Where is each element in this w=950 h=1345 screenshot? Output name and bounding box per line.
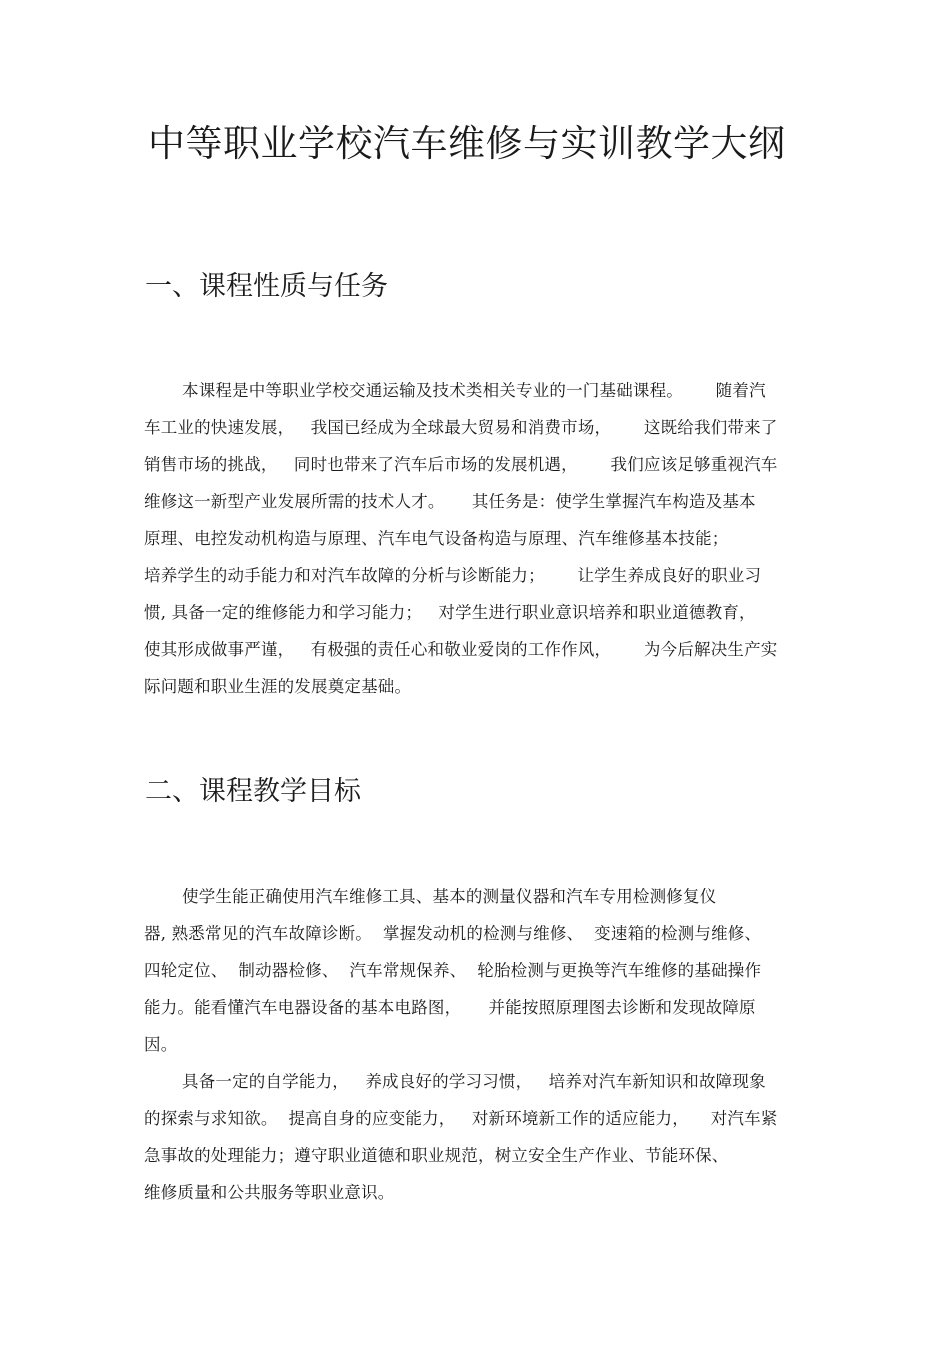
paragraph-line: 维修质量和公共服务等职业意识。 (144, 1183, 395, 1202)
section-body-2 (144, 878, 778, 1211)
paragraph-line: 际问题和职业生涯的发展奠定基础。 (144, 677, 412, 696)
paragraph-line: 四轮定位、 制动器检修、 汽车常规保养、 轮胎检测与更换等汽车维修的基础操作 (144, 961, 762, 980)
paragraph-line: 能力。能看懂汽车电器设备的基本电路图， 并能按照原理图去诊断和发现故障原 (144, 998, 756, 1017)
paragraph-line: 销售市场的挑战， 同时也带来了汽车后市场的发展机遇， 我们应该足够重视汽车 (144, 455, 778, 474)
paragraph-line: 使其形成做事严谨， 有极强的责任心和敬业爱岗的工作作风， 为今后解决生产实 (144, 640, 778, 659)
section-heading-1: 一、课程性质与任务 (145, 271, 388, 302)
paragraph-line: 惯, 具备一定的维修能力和学习能力； 对学生进行职业意识培养和职业道德教育， (144, 603, 756, 622)
document-title: 中等职业学校汽车维修与实训教学大纲 (148, 122, 786, 165)
paragraph-line: 因。 (144, 1035, 178, 1054)
paragraph-line: 车工业的快速发展， 我国已经成为全球最大贸易和消费市场， 这既给我们带来了 (144, 418, 778, 437)
paragraph-line: 使学生能正确使用汽车维修工具、基本的测量仪器和汽车专用检测修复仪 (182, 887, 717, 906)
paragraph-line: 的探索与求知欲。 提高自身的应变能力， 对新环境新工作的适应能力， 对汽车紧 (144, 1109, 778, 1128)
section-heading-2: 二、课程教学目标 (145, 776, 361, 807)
paragraph-line: 本课程是中等职业学校交通运输及技术类相关专业的一门基础课程。 随着汽 (182, 381, 766, 400)
paragraph-line: 具备一定的自学能力， 养成良好的学习习惯， 培养对汽车新知识和故障现象 (182, 1072, 766, 1091)
paragraph-line: 维修这一新型产业发展所需的技术人才。 其任务是：使学生掌握汽车构造及基本 (144, 492, 756, 511)
paragraph-line: 培养学生的动手能力和对汽车故障的分析与诊断能力； 让学生养成良好的职业习 (144, 566, 762, 585)
section-body-1 (144, 372, 778, 705)
paragraph-line: 急事故的处理能力；遵守职业道德和职业规范，树立安全生产作业、节能环保、 (144, 1146, 729, 1165)
paragraph-line: 器, 熟悉常见的汽车故障诊断。 掌握发动机的检测与维修、 变速箱的检测与维修、 (144, 924, 762, 943)
paragraph-line: 原理、电控发动机构造与原理、汽车电气设备构造与原理、汽车维修基本技能； (144, 529, 729, 548)
